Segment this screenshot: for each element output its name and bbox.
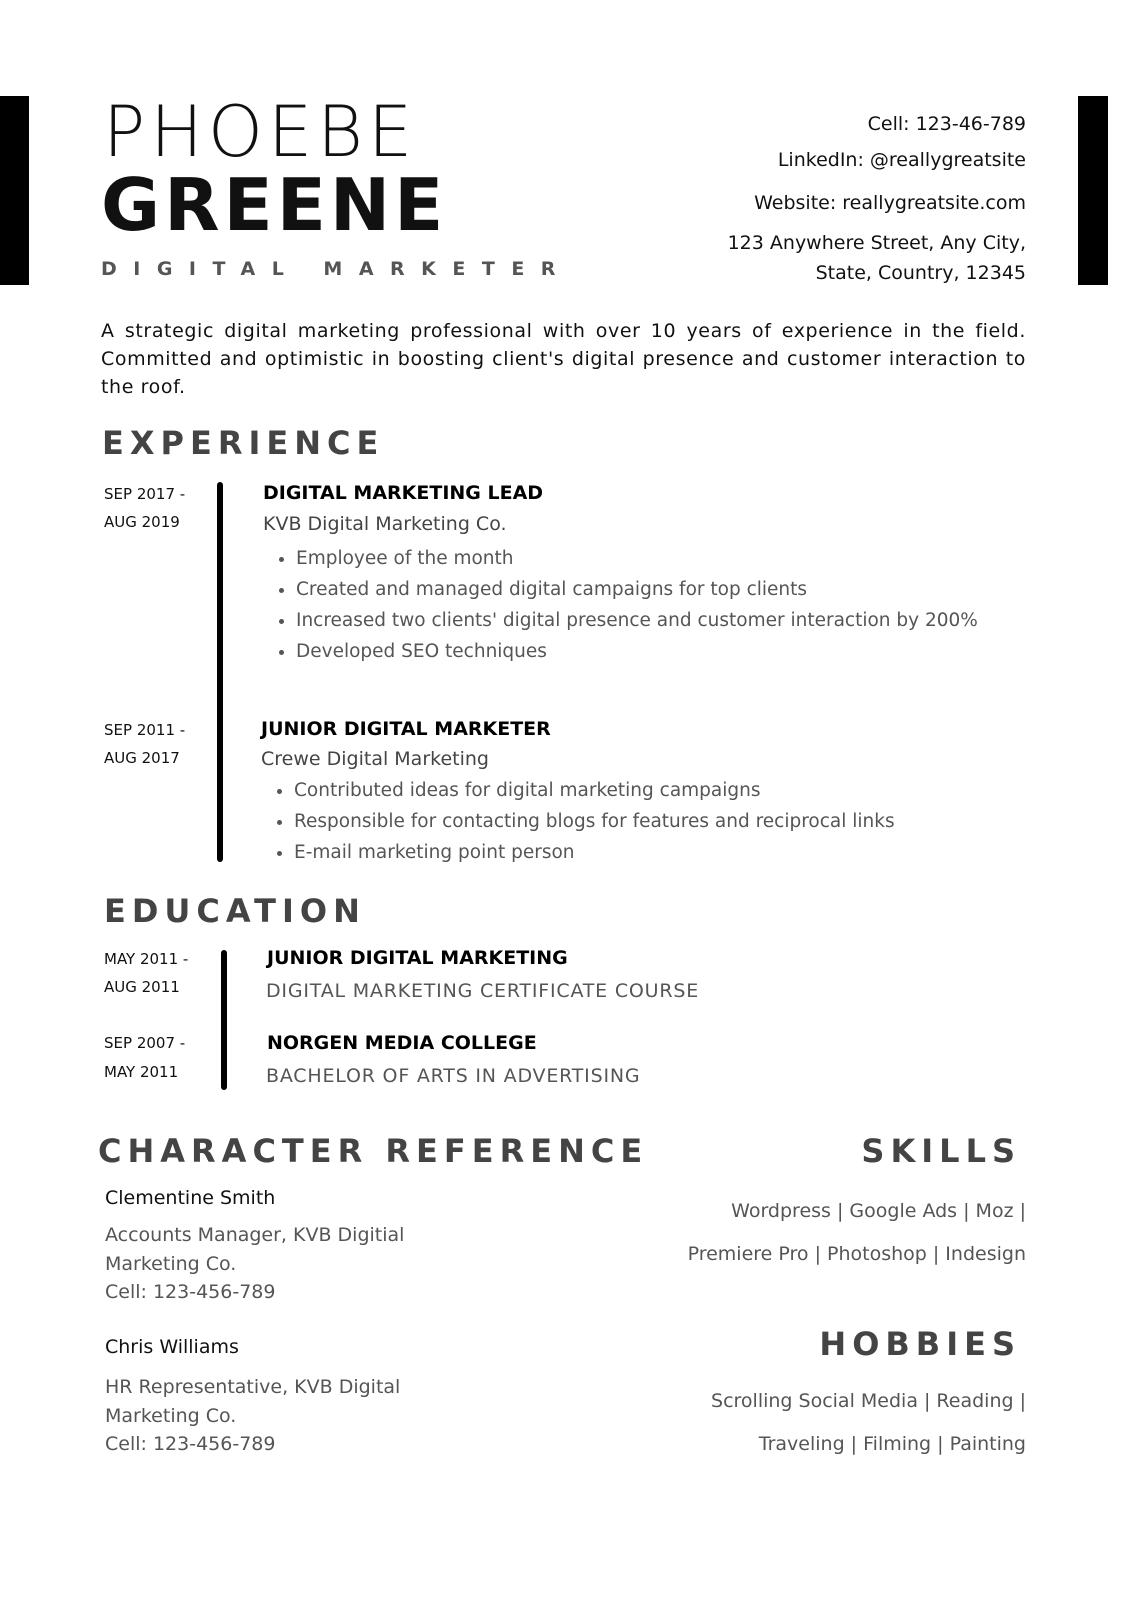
reference-1-company: Marketing Co.	[105, 1252, 237, 1275]
list-item: • Contributed ideas for digital marketing campaigns	[294, 775, 1014, 806]
edu-1-name: JUNIOR DIGITAL MARKETING	[267, 947, 568, 969]
job-1-date-start: SEP 2017 -	[104, 485, 186, 503]
list-item: • Developed SEO techniques	[296, 636, 1006, 667]
hobbies-heading: HOBBIES	[819, 1325, 1021, 1363]
reference-1-position: Accounts Manager, KVB Digitial	[105, 1224, 405, 1246]
contact-linkedin: LinkedIn: @reallygreatsite	[777, 149, 1026, 171]
job-2-title: JUNIOR DIGITAL MARKETER	[261, 718, 551, 740]
contact-address-line1: 123 Anywhere Street, Any City,	[727, 232, 1026, 254]
reference-2-company: Marketing Co.	[105, 1404, 237, 1427]
list-item: • Increased two clients' digital presence and customer interaction by 200%	[296, 605, 1006, 636]
reference-heading: CHARACTER REFERENCE	[98, 1132, 649, 1170]
reference-1-details	[105, 1221, 505, 1307]
last-name: GREENE	[101, 163, 448, 247]
hobbies-line-2: Traveling | Filming | Painting	[758, 1433, 1026, 1455]
hobbies-line-1: Scrolling Social Media | Reading |	[711, 1390, 1026, 1412]
skills-line-2: Premiere Pro | Photoshop | Indesign	[687, 1243, 1026, 1265]
edu-1-date-start: MAY 2011 -	[104, 950, 189, 968]
skills-heading: SKILLS	[861, 1132, 1021, 1170]
edu-2-date-end: MAY 2011	[104, 1063, 179, 1081]
job-2-bullets	[260, 775, 1014, 868]
edu-1-detail: DIGITAL MARKETING CERTIFICATE COURSE	[266, 980, 700, 1002]
job-2-company: Crewe Digital Marketing	[261, 748, 489, 770]
reference-2-details	[105, 1373, 505, 1459]
list-item: • Created and managed digital campaigns for top clients	[296, 574, 1006, 605]
profile-summary: A strategic digital marketing professional with over 10 years of experience in the field. Committed and optimistic in boosting client's digital presence and customer interaction to the roof.	[101, 320, 1026, 398]
contact-cell: Cell: 123-46-789	[867, 113, 1026, 135]
job-role: DIGITAL MARKETER	[101, 258, 572, 280]
job-1-date-end: AUG 2019	[104, 513, 180, 531]
right-accent-bar	[1078, 96, 1108, 285]
reference-1-cell: Cell: 123-456-789	[105, 1281, 276, 1303]
edu-2-detail: BACHELOR OF ARTS IN ADVERTISING	[266, 1065, 641, 1087]
education-timeline-line	[221, 950, 227, 1090]
list-item: • Responsible for contacting blogs for features and reciprocal links	[294, 806, 1014, 837]
reference-2-cell: Cell: 123-456-789	[105, 1433, 276, 1455]
reference-2-name: Chris Williams	[105, 1336, 239, 1358]
first-name: PHOEBE	[103, 91, 418, 173]
contact-address-line2: State, Country, 12345	[815, 262, 1026, 284]
job-2-date-start: SEP 2011 -	[104, 721, 186, 739]
job-2-date-end: AUG 2017	[104, 749, 180, 767]
reference-1-name: Clementine Smith	[105, 1187, 276, 1209]
experience-timeline-line	[217, 482, 223, 862]
contact-website: Website: reallygreatsite.com	[754, 192, 1026, 214]
education-heading: EDUCATION	[104, 892, 366, 930]
left-accent-bar	[0, 96, 29, 285]
reference-2-position: HR Representative, KVB Digital	[105, 1376, 401, 1398]
skills-line-1: Wordpress | Google Ads | Moz |	[731, 1200, 1026, 1222]
experience-heading: EXPERIENCE	[102, 424, 385, 462]
edu-2-name: NORGEN MEDIA COLLEGE	[267, 1032, 537, 1054]
job-1-title: DIGITAL MARKETING LEAD	[263, 482, 544, 504]
job-1-company: KVB Digital Marketing Co.	[263, 513, 507, 535]
edu-2-date-start: SEP 2007 -	[104, 1034, 186, 1052]
list-item: • E-mail marketing point person	[294, 837, 1014, 868]
edu-1-date-end: AUG 2011	[104, 978, 180, 996]
list-item: • Employee of the month	[296, 543, 1006, 574]
job-1-bullets	[262, 543, 1006, 667]
